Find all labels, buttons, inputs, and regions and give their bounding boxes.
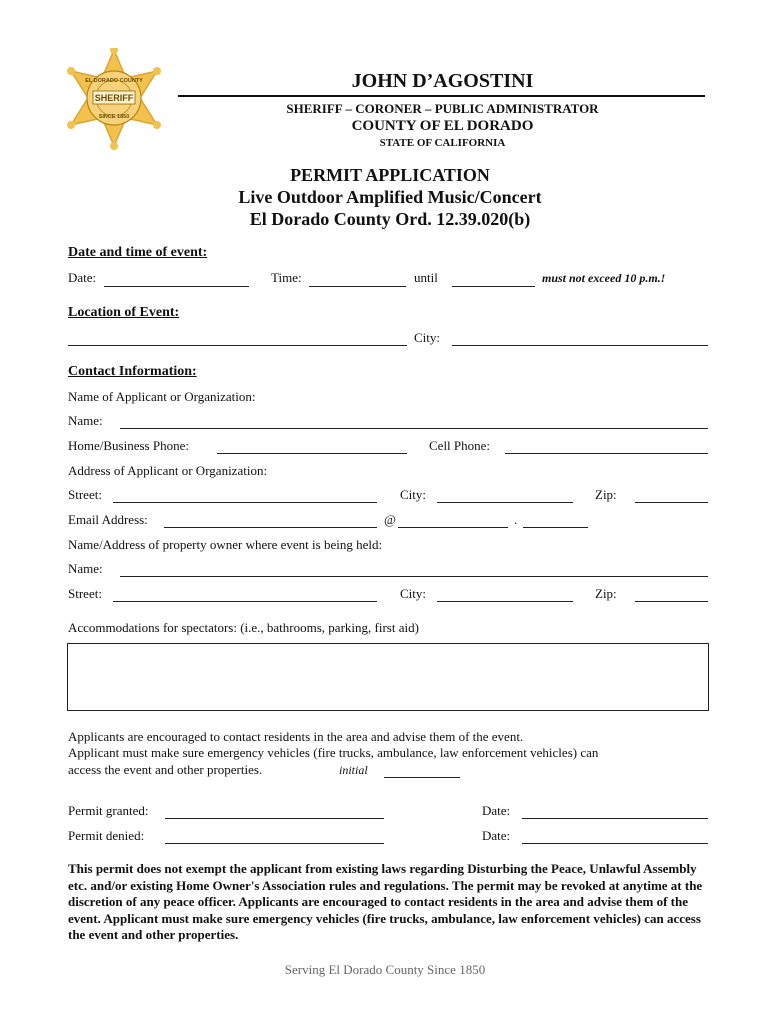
accommodations-textbox[interactable] [67,643,709,711]
owner-heading: Name/Address of property owner where event is being held: [68,537,383,552]
state-name: STATE OF CALIFORNIA [379,137,506,149]
email-user-field[interactable] [164,527,377,528]
owner-city-field[interactable] [437,601,573,602]
time-label: Time: [271,270,302,285]
header-rule [178,95,705,97]
notice-line-3: access the event and other properties. [68,762,263,777]
denied-date-field[interactable] [522,843,708,844]
email-tld-field[interactable] [523,527,588,528]
home-phone-field[interactable] [217,453,407,454]
notice-line-2: Applicant must make sure emergency vehicles (fire trucks, ambulance, law enforcement vehicles) can [68,745,599,760]
owner-zip-field[interactable] [635,601,708,602]
sheriff-name: JOHN D’AGOSTINI [351,70,534,92]
ordinance-reference: El Dorado County Ord. 12.39.020(b) [249,209,531,229]
permit-denied-label: Permit denied: [68,828,145,843]
applicant-street-field[interactable] [113,502,377,503]
email-dot: . [514,512,518,527]
location-city-label: City: [414,330,441,345]
granted-date-label: Date: [482,803,511,818]
accommodations-label: Accommodations for spectators: (i.e., bathrooms, parking, first aid) [68,620,419,635]
event-start-time-field[interactable] [309,286,406,287]
form-title: PERMIT APPLICATION [290,165,490,185]
owner-street-label: Street: [68,586,102,601]
badge-arc-top-text: EL DORADO COUNTY [85,78,143,84]
date-label: Date: [68,270,97,285]
applicant-name-label: Name: [68,413,103,428]
form-subtitle: Live Outdoor Amplified Music/Concert [238,187,542,207]
home-phone-label: Home/Business Phone: [68,438,189,453]
cell-phone-field[interactable] [505,453,708,454]
location-address-field[interactable] [68,345,407,346]
county-name: COUNTY OF EL DORADO [351,118,534,134]
footer-tagline: Serving El Dorado County Since 1850 [284,962,486,977]
badge-center-text: SHERIFF [94,93,134,103]
location-city-field[interactable] [452,345,708,346]
time-limit-note: must not exceed 10 p.m.! [542,271,666,285]
permit-granted-field[interactable] [165,818,384,819]
owner-name-label: Name: [68,561,103,576]
permit-disclaimer: This permit does not exempt the applicant from existing laws regarding Disturbing the Peace, Unlawful Assembly etc. and/or existing Home Owner's Association rules and regulations. The permit may be revoked at anytime at the discretion of any peace officer. Applicants are encouraged to contact residents in the area and advise them of the event. Applicant must make sure emergency vehicles (fire trucks, ambulance, law enforcement vehicles) can access the event and other properties. [68,861,703,942]
denied-date-label: Date: [482,828,511,843]
owner-zip-label: Zip: [595,586,617,601]
location-heading: Location of Event: [68,305,180,320]
contact-heading: Contact Information: [68,364,197,379]
event-time-heading: Date and time of event: [68,245,208,260]
applicant-name-field[interactable] [120,428,708,429]
email-label: Email Address: [68,512,148,527]
email-at-sign: @ [384,512,396,527]
applicant-zip-field[interactable] [635,502,708,503]
event-end-time-field[interactable] [452,286,535,287]
sheriff-role: SHERIFF – CORONER – PUBLIC ADMINISTRATOR [286,101,599,116]
applicant-address-heading: Address of Applicant or Organization: [68,463,268,478]
owner-name-field[interactable] [120,576,708,577]
permit-granted-label: Permit granted: [68,803,149,818]
initial-label: initial [339,763,368,777]
email-domain-field[interactable] [398,527,508,528]
applicant-street-label: Street: [68,487,102,502]
notice-line-1: Applicants are encouraged to contact residents in the area and advise them of the event. [68,729,524,744]
applicant-city-field[interactable] [437,502,573,503]
until-label: until [414,270,438,285]
applicant-heading: Name of Applicant or Organization: [68,389,256,404]
permit-denied-field[interactable] [165,843,384,844]
owner-city-label: City: [400,586,427,601]
badge-arc-bottom-text: SINCE 1850 [98,114,130,120]
cell-phone-label: Cell Phone: [429,438,491,453]
event-date-field[interactable] [104,286,249,287]
applicant-zip-label: Zip: [595,487,617,502]
granted-date-field[interactable] [522,818,708,819]
owner-street-field[interactable] [113,601,377,602]
sheriff-badge-logo [60,48,168,150]
initial-field[interactable] [384,777,460,778]
applicant-city-label: City: [400,487,427,502]
